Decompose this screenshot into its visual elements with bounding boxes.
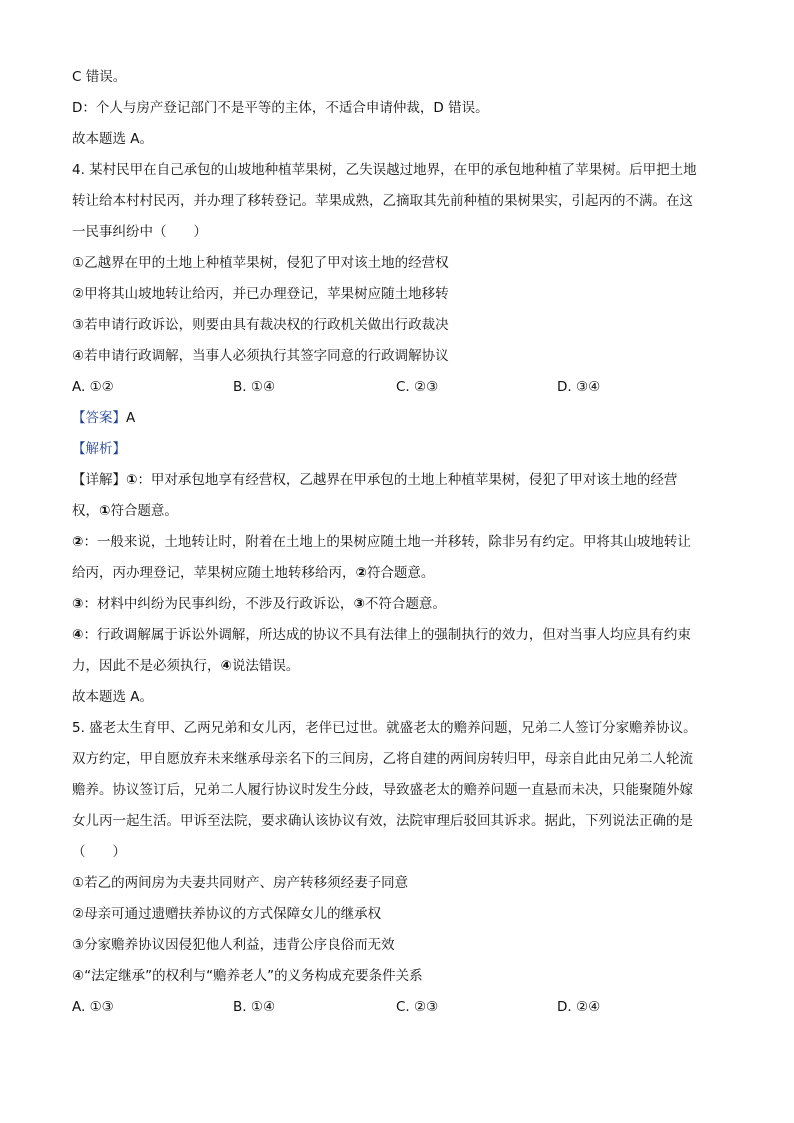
q5-statement-4: ④“法定继承”的权利与“赡养老人”的义务构成充要条件关系 [72,968,423,984]
question-4 [72,155,724,713]
q4-statement-1: ①乙越界在甲的土地上种植苹果树，侵犯了甲对该土地的经营权 [72,255,449,271]
q5-option-b: B. ①④ [233,999,276,1015]
circled-3-ref: ③ [353,596,365,612]
q4-detail-1-line-2 [72,496,724,527]
q4-options [72,372,724,403]
circled-2-ref: ② [355,565,367,581]
circled-4: ④ [72,627,84,643]
q5-stem-line-1: 5. 盛老太生育甲、乙两兄弟和女儿丙，老伴已过世。就盛老太的赡养问题，兄弟二人签订分家赡养协议。 [72,720,697,736]
prev-conclusion: 故本题选 A。 [72,131,154,147]
q4-statement-3: ③若申请行政诉讼，则要由具有裁决权的行政机关做出行政裁决 [72,317,449,333]
q4-analysis [72,434,724,465]
q4-detail-4-line-1 [72,620,724,651]
q4-statement-4: ④若申请行政调解，当事人必须执行其签字同意的行政调解协议 [72,348,449,364]
document-page [72,62,724,1023]
q5-statement-3: ③分家赡养协议因侵犯他人利益，违背公序良俗而无效 [72,937,395,953]
q4-statement-2: ②甲将其山坡地转让给丙，并已办理登记，苹果树应随土地移转 [72,286,449,302]
question-5 [72,713,724,1023]
detail-3-verdict: 不符合题意。 [364,596,446,612]
q4-stem-line-2: 转让给本村村民丙，并办理了移转登记。苹果成熟，乙摘取其先前种植的果树果实，引起丙的不满。在这 [72,193,693,209]
q5-statement-2: ②母亲可通过遗赠扶养协议的方式保障女儿的继承权 [72,906,382,922]
prev-line-d: D：个人与房产登记部门不是平等的主体，不适合申请仲裁，D 错误。 [72,100,489,116]
q5-stem-line-3: 赡养。协议签订后，兄弟二人履行协议时发生分歧，导致盛老太的赡养问题一直悬而未决，只能聚随外嫁 [72,782,693,798]
q4-detail-2-line-1 [72,527,724,558]
detail-2-text-2: 给丙，丙办理登记，苹果树应随土地转移给丙， [72,565,356,581]
q5-options [72,992,724,1023]
q4-detail-3-line-1 [72,589,724,620]
circled-1: ① [126,472,138,488]
q5-option-c: C. ②③ [396,999,439,1015]
answer-tag: 【答案】 [72,410,126,426]
q5-stem-line-4: 女儿丙一起生活。甲诉至法院，要求确认该协议有效，法院审理后驳回其诉求。据此，下列说法正确的是 [72,813,693,829]
q4-option-c: C. ②③ [396,379,439,395]
q4-option-b: B. ①④ [233,379,276,395]
circled-3: ③ [72,596,84,612]
q4-detail-4-line-2 [72,651,724,682]
q5-stem-line-2: 双方约定，甲自愿放弃未来继承母亲名下的三间房，乙将自建的两间房转归甲，母亲自此由兄弟二人轮流 [72,751,693,767]
detail-1-verdict: 符合题意。 [110,503,178,519]
q4-option-d: D. ③④ [557,379,601,395]
q5-option-a: A. ①③ [72,999,114,1015]
detail-3-text: ：材料中纠纷为民事纠纷，不涉及行政诉讼， [83,596,354,612]
answer-value: A [126,410,136,426]
analysis-tag: 【解析】 [72,441,126,457]
detail-2-verdict: 符合题意。 [366,565,435,581]
q5-stem-line-5: （ ） [72,844,126,860]
prev-line-c: C 错误。 [72,69,127,85]
detail-4-verdict: 说法错误。 [231,658,300,674]
circled-4-ref: ④ [220,658,232,674]
detail-1-text-2: 权， [72,503,99,519]
detail-4-text: ：行政调解属于诉讼外调解，所达成的协议不具有法律上的强制执行的效力，但对当事人均应具有约束 [83,627,691,643]
q4-conclusion: 故本题选 A。 [72,689,154,705]
q4-stem-line-3: 一民事纠纷中（ ） [72,224,207,240]
circled-1-ref: ① [99,503,111,519]
detail-2-text: ：一般来说，土地转让时，附着在土地上的果树应随土地一并移转，除非另有约定。甲将其山坡地转让 [83,534,691,550]
q4-detail-2-line-2 [72,558,724,589]
detail-1-text: ：甲对承包地享有经营权，乙越界在甲承包的土地上种植苹果树，侵犯了甲对该土地的经营 [137,472,678,488]
q5-option-d: D. ②④ [557,999,601,1015]
circled-2: ② [72,534,84,550]
q4-answer [72,403,724,434]
q4-stem-line-1: 4. 某村民甲在自己承包的山坡地种植苹果树，乙失误越过地界，在甲的承包地种植了苹果树。后甲把土地 [72,162,697,178]
q5-statement-1: ①若乙的两间房为夫妻共同财产、房产转移须经妻子同意 [72,875,409,891]
detail-4-text-2: 力，因此不是必须执行， [72,658,221,674]
detail-tag: 【详解】 [72,472,126,488]
q4-option-a: A. ①② [72,379,114,395]
q4-detail-1-line-1 [72,465,724,496]
